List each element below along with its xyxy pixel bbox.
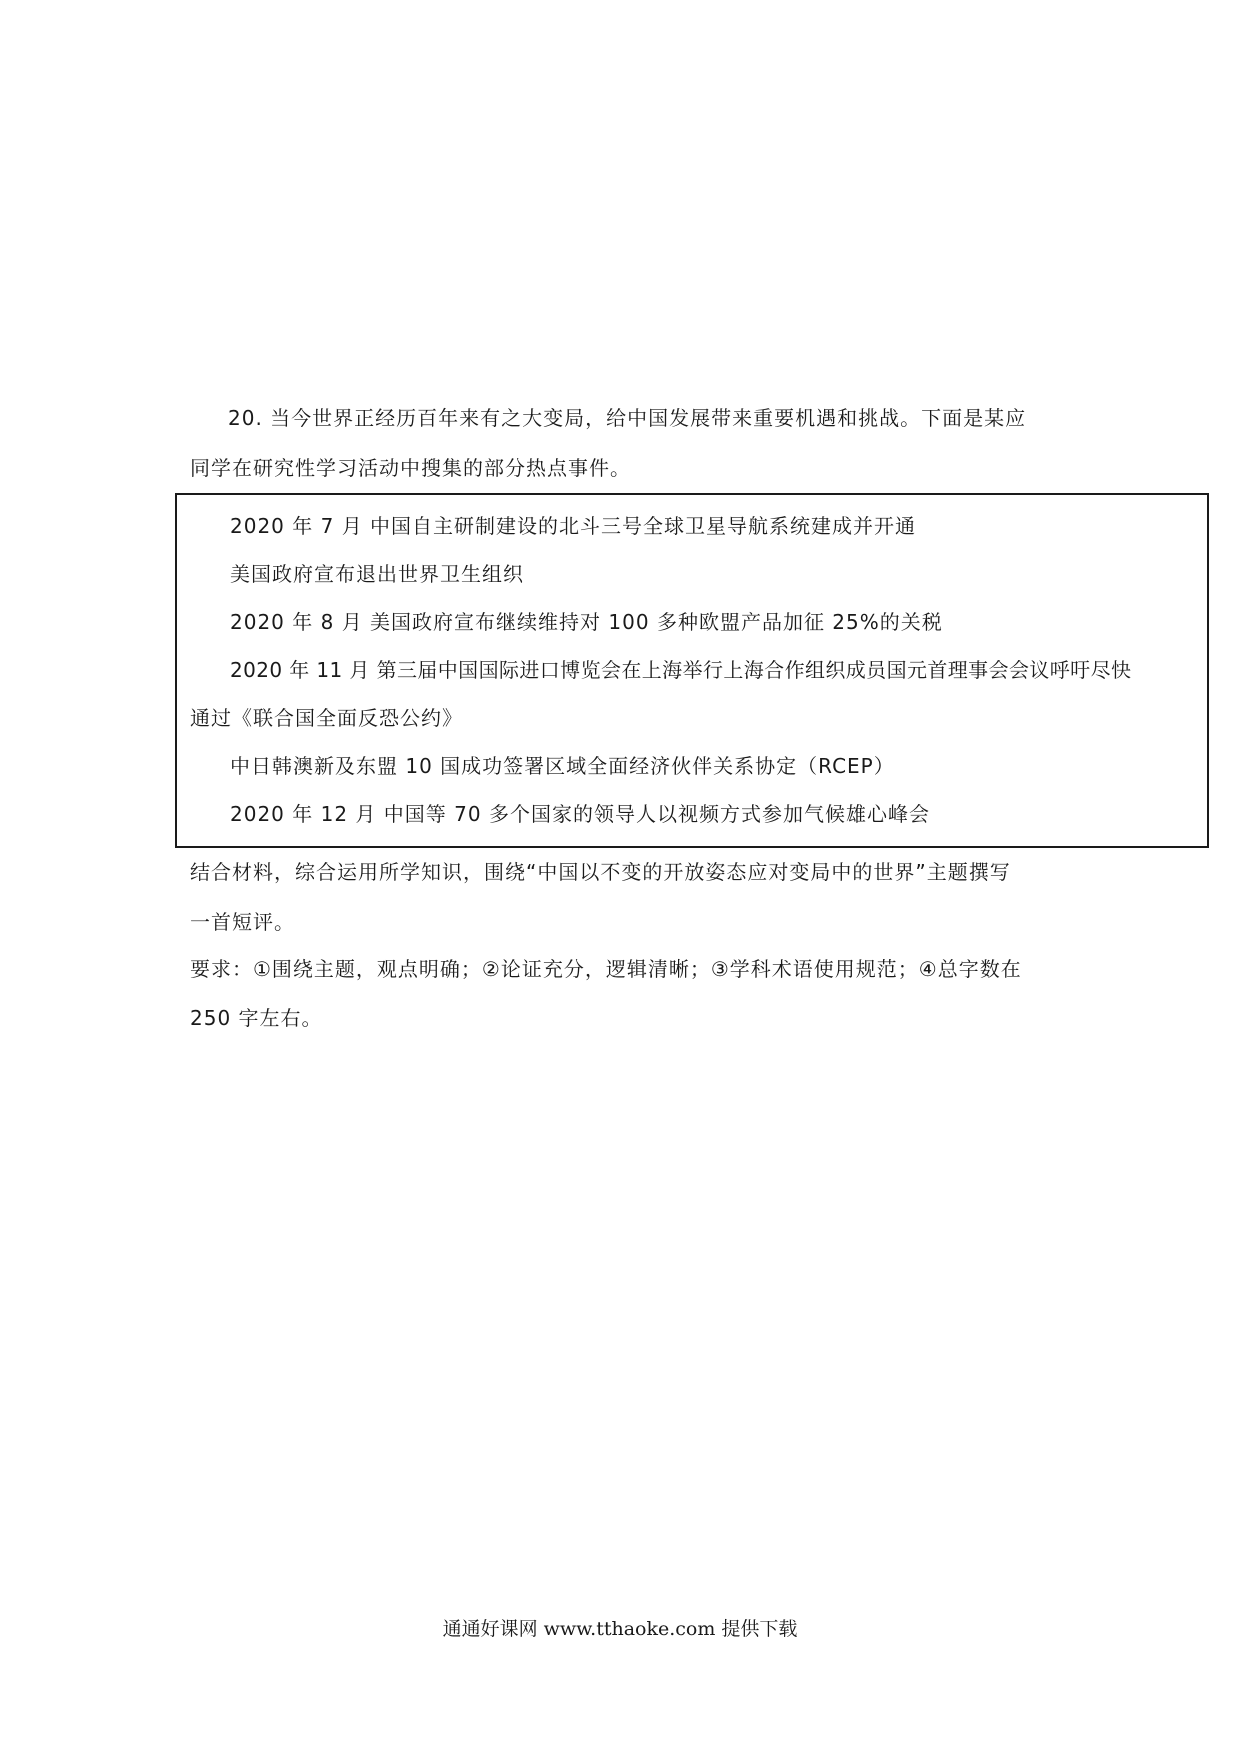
task-line-2: 一首短评。 xyxy=(190,910,295,934)
task-line-1: 结合材料，综合运用所学知识，围绕“中国以不变的开放姿态应对变局中的世界”主题撰写 xyxy=(190,860,1011,884)
task-line-3: 要求：①围绕主题，观点明确；②论证充分，逻辑清晰；③学科术语使用规范；④总字数在 xyxy=(190,957,1022,981)
event-line: 2020 年 12 月 中国等 70 多个国家的领导人以视频方式参加气候雄心峰会 xyxy=(230,802,930,826)
task-line-4: 250 字左右。 xyxy=(190,1006,323,1030)
question-intro-line-2: 同学在研究性学习活动中搜集的部分热点事件。 xyxy=(190,456,631,480)
question-intro-line-1: 20. 当今世界正经历百年来有之大变局，给中国发展带来重要机遇和挑战。下面是某应 xyxy=(228,406,1027,430)
footer-download-note: 通通好课网 www.tthaoke.com 提供下载 xyxy=(442,1618,798,1640)
event-line: 美国政府宣布退出世界卫生组织 xyxy=(230,562,524,586)
event-line: 中日韩澳新及东盟 10 国成功签署区域全面经济伙伴关系协定（RCEP） xyxy=(230,754,895,778)
event-line: 2020 年 7 月 中国自主研制建设的北斗三号全球卫星导航系统建成并开通 xyxy=(230,514,917,538)
event-line: 通过《联合国全面反恐公约》 xyxy=(190,706,463,730)
event-line: 2020 年 11 月 第三届中国国际进口博览会在上海举行上海合作组织成员国元首理事会会议呼吁尽快 xyxy=(230,658,1132,682)
event-line: 2020 年 8 月 美国政府宣布继续维持对 100 多种欧盟产品加征 25%的关税 xyxy=(230,610,943,634)
